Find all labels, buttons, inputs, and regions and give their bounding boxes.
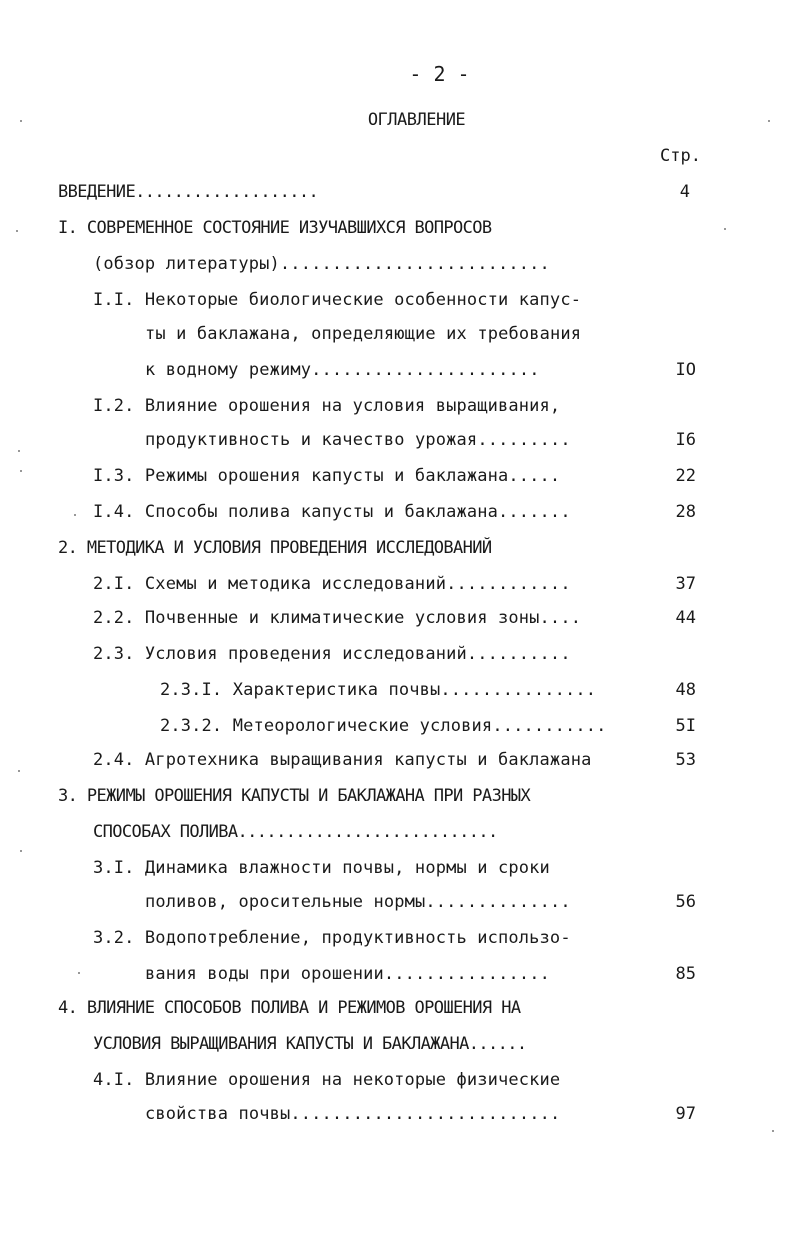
toc-entry-text: I.2. Влияние орошения на условия выращивания, — [93, 396, 561, 416]
toc-entry-text: 4. ВЛИЯНИЕ СПОСОБОВ ПОЛИВА И РЕЖИМОВ ОРОШЕНИЯ НА — [58, 998, 521, 1018]
toc-entry-text: СПОСОБАХ ПОЛИВА........................... — [93, 822, 498, 842]
toc-entry-text: свойства почвы.......................... — [145, 1104, 561, 1124]
scan-speck — [20, 850, 22, 852]
page-number: - 2 - — [409, 62, 470, 86]
toc-entry-text: 2.4. Агротехника выращивания капусты и баклажана — [93, 750, 592, 770]
toc-entry-text: ВВЕДЕНИЕ................... — [58, 182, 319, 202]
toc-entry-text: УСЛОВИЯ ВЫРАЩИВАНИЯ КАПУСТЫ И БАКЛАЖАНА...... — [93, 1034, 527, 1054]
toc-entry-page: 4 — [679, 182, 690, 202]
toc-entry-text: к водному режиму...................... — [145, 360, 540, 380]
scan-speck — [16, 230, 18, 232]
scan-speck — [724, 228, 726, 230]
toc-entry-text: 3.2. Водопотребление, продуктивность использо- — [93, 928, 571, 948]
toc-entry-text: 2.3.I. Характеристика почвы............... — [160, 680, 597, 700]
toc-entry-page: 48 — [675, 680, 696, 700]
toc-entry-text: ты и баклажана, определяющие их требования — [145, 324, 582, 344]
toc-entry-page: I6 — [675, 430, 696, 450]
toc-entry-page: 97 — [675, 1104, 696, 1124]
toc-entry-text: I. СОВРЕМЕННОЕ СОСТОЯНИЕ ИЗУЧАВШИХСЯ ВОПРОСОВ — [58, 218, 492, 238]
toc-entry-text: I.3. Режимы орошения капусты и баклажана..... — [93, 466, 561, 486]
toc-entry-text: вания воды при орошении................ — [145, 964, 551, 984]
scan-speck — [78, 972, 80, 974]
toc-entry-page: 22 — [675, 466, 696, 486]
scan-speck — [74, 514, 76, 516]
scan-speck — [772, 1130, 774, 1132]
toc-entry-text: (обзор литературы).......................... — [93, 254, 550, 274]
scan-speck — [18, 770, 20, 772]
toc-entry-text: 2.I. Схемы и методика исследований............ — [93, 574, 571, 594]
toc-entry-text: 4.I. Влияние орошения на некоторые физические — [93, 1070, 561, 1090]
toc-entry-page: 37 — [675, 574, 696, 594]
toc-entry-text: 3. РЕЖИМЫ ОРОШЕНИЯ КАПУСТЫ И БАКЛАЖАНА ПРИ РАЗНЫХ — [58, 786, 531, 806]
scan-speck — [20, 470, 22, 472]
toc-entry-text: 3.I. Динамика влажности почвы, нормы и сроки — [93, 858, 550, 878]
toc-entry-page: 44 — [675, 608, 696, 628]
toc-entry-page: 28 — [675, 502, 696, 522]
scan-speck — [20, 120, 22, 122]
scan-speck — [768, 120, 770, 122]
page-title: ОГЛАВЛЕНИЕ — [367, 110, 466, 130]
scan-speck — [18, 450, 20, 452]
toc-entry-text: 2.2. Почвенные и климатические условия зоны.... — [93, 608, 582, 628]
toc-entry-page: 85 — [675, 964, 696, 984]
toc-entry-text: продуктивность и качество урожая......... — [145, 430, 571, 450]
toc-entry-text: поливов, оросительные нормы.............. — [145, 892, 571, 912]
toc-entry-text: 2.3.2. Метеорологические условия........... — [160, 716, 607, 736]
toc-entry-page: 56 — [675, 892, 696, 912]
toc-entry-text: I.I. Некоторые биологические особенности капус- — [93, 290, 582, 310]
toc-entry-page: 53 — [675, 750, 696, 770]
toc-entry-text: I.4. Способы полива капусты и баклажана....... — [93, 502, 571, 522]
toc-entry-page: IO — [675, 360, 696, 380]
page-column-header: Стр. — [660, 146, 701, 166]
toc-entry-page: 5I — [675, 716, 696, 736]
toc-entry-text: 2. МЕТОДИКА И УСЛОВИЯ ПРОВЕДЕНИЯ ИССЛЕДОВАНИЙ — [58, 538, 492, 558]
toc-entry-text: 2.3. Условия проведения исследований.......... — [93, 644, 571, 664]
